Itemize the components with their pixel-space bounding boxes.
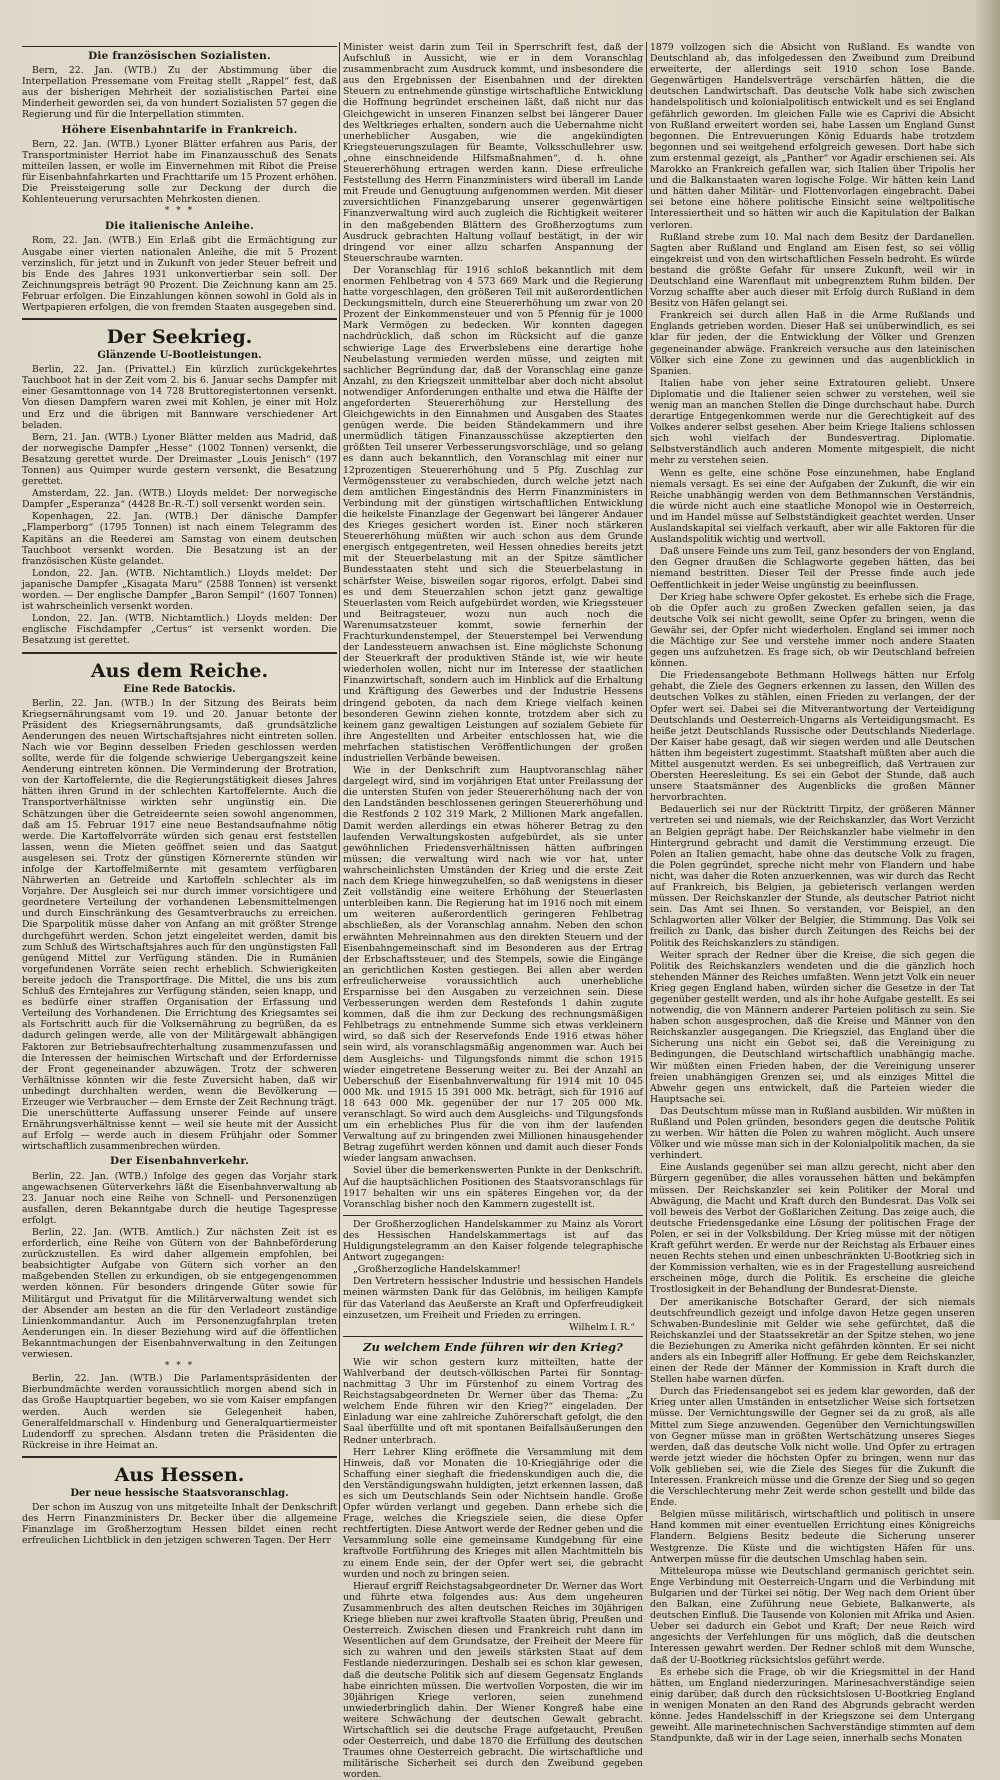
section-heading-naval-war: Der Seekrieg. [106, 326, 253, 349]
subheading-batocki-speech: Eine Rede Batockis. [123, 683, 236, 695]
article-paragraph: Berlin, 22. Jan. (WTB.) Infolge des gegen das Vorjahr stark angewachsenen Güterverkehrs läßt die Eisenbahnverwaltung ab 23. Januar noch eine Reihe von Schnell- und Personenzügen ausfallen, deren Bekanntgabe durch die heutige Tagespresse erfolgt. [22, 1170, 337, 1226]
divider [22, 46, 337, 47]
page-edge-shadow [976, 0, 1000, 1520]
article-paragraph: Herr Lehrer Kling eröffnete die Versammlung mit dem Hinweis, daß vor Monaten die 10-Kriegjährige oder die Schaffung einer sieghaft die friedenskundigen auch die, die den Verständigungswahn huldigten, jetzt erkennen lassen, daß es sich um Deutschlands Sein oder Nichtsein handle. Große Opfer würden verlangt und gegeben. Dann erhebe sich die Frage, welches die Kriegsziele seien, die diese Opfer rechtfertigten. Diese Antwort werde der Redner geben und die Versammlung solle eine gemeinsame Kundgebung für eine kraftvolle Fortführung des Krieges mit allen Machtmitteln bis zu einem Ende sein, der der Opfer wert sei, die gebracht wurden und noch zu bringen seien. [343, 1446, 643, 1580]
section-separator-stars: * * * [164, 1361, 195, 1372]
article-paragraph: Die Friedensangebote Bethmann Hollwegs hätten nur Erfolg gehabt, die Ziele des Gegners erkennen zu lassen, den Willen des deutschen Volkes zu stählen, einen Frieden zu verlangen, der der Opfer wert sei. Dabei sei die Mitverantwortung der Verteidigung Deutschlands und Oesterreich-Ungarns als Verteidigungsmacht. Es heiße jetzt Deutschlands Russische oder Deutschlands Niederlage. Der Kaiser habe gesagt, daß wir siegen werden und alle Deutschen hätten ihm begeistert zugestimmt. Staatshaft müßten aber auch die Mittel ausgenutzt werden. Es sei unbegreiflich, daß Vertrauen zur Obersten Heeresleitung. Es sei ein Gebot der Stunde, daß auch unsere Staatsmänner des Augenblicks die großen Männer hervorbrachten. [650, 670, 975, 804]
article-paragraph: Belgien müsse militärisch, wirtschaftlich und politisch in unsere Hand kommen mit einer eventuellen Errichtung eines Königreichs Flandern. Belgiens Besitz bedeute die Sicherung unserer Westgrenze. Die Küste und die wichtigsten Häfen für uns. Antwerpen müsse für die deutschen Umschlag haben sein. [650, 1509, 975, 1565]
article-paragraph: Der Voranschlag für 1916 schloß bekanntlich mit dem enormen Fehlbetrag von 4 573 669 Mark und die Regierung hatte vorgeschlagen, den größeren Teil mit außerordentlichen Deckungsmitteln, durch eine Steuererhöhung um zwar von 20 Prozent der Einkommensteuer und von 5 Pfennig für je 1000 Mark Vermögen zu bedecken. Wir konnten dagegen nachdrücklich, daß schon im Rücksicht auf die ganze schwierige Lage des Erwerbslebens eine derartige hohe Neubelastung vermieden werden müsse, und zeigten mit sachlicher Begründung dar, daß der Voranschlag eine ganze Anzahl, zu den Kriegszeit unmittelbar aber doch nicht absolut notwendiger Anforderungen enthalte und etwa die Hälfte der angeforderten Steuererhöhung zur Herstellung des Gleichgewichts in den Einnahmen und Ausgaben des Staates genügen werde. Die beiden Ständekammern und ihre unermüdlich tätigen Finanzausschüsse akzeptierten den größten Teil unserer Verbesserungsvorschläge, und so gelang es dann auch bekanntlich, den Voranschlag mit einer nur 12prozentigen Steuererhöhung und 5 Pfg. Zuschlag zur Vermögenssteuer zu verabschieden, durch welche jetzt nach dem amtlichen Eingeständnis des Herrn Finanzministers in Verbindung mit der günstigen wirtschaftlichen Entwicklung die heikelste Finanzlage der Gegenwart bei längerer Andauer des Krieges gesichert worden ist. Einer noch stärkeren Steuererhöhung müßten wir auch schon aus dem Grunde energisch entgegentreten, weil Hessen ohnedies bereits jetzt mit der Steuerbelastung mit an der Spitze sämtlicher Bundesstaaten steht und sich die Steuerbelastung in schärfster Weise, bisweilen sogar rigoros, erfolgt. Dabei sind es und dem Steuerzahlen schon jetzt ganz gewaltige Steuerlasten vom Reich aufgebürdet worden, wie Kriegssteuer und Beitragsteuer, wozu nun auch noch die Warenumsatzsteuer kommt, sowie fernerhin der Frachturkundenstempel, der Steuerstempel bei Verwendung der Landessteuern anwachsen ist. Eine möglichste Schonung der Steuerkraft der produktiven Stände ist, wie wir heute wiederholen wollen, nicht nur im Interesse der staatlichen Finanzwirtschaft, sondern auch im Hinblick auf die Erhaltung und Kräftigung des Gewerbes und der Industrie Hessens dringend geboten, da nach dem Kriege vielfach keinen besonderen Gewinn ziehen konnte, trotzdem aber sich zu keinem ganz gewaltigen Leistungen auf sozialem Gebiete für ihre Angestellten und Arbeiter entschlossen hat, wie die mehrfachen statistischen Veröffentlichungen der großen industriellen Verbände beweisen. [343, 264, 643, 764]
article-paragraph: Amsterdam, 22. Jan. (WTB.) Lloyds meldet: Der norwegische Dampfer „Esperanza“ (4428 Br.-R.-T.) soll versenkt worden sein. [22, 488, 337, 511]
telegram-salutation: „Großherzogliche Handelskammer! [353, 1264, 521, 1276]
column-1 [22, 42, 337, 1547]
article-paragraph: Der schon im Auszug von uns mitgeteilte Inhalt der Denkschrift des Herrn Finanzministers Dr. Becker über die allgemeine Finanzlage im Großherzogtum Hessen bildet einen recht erfreulichen Lichtblick in den jetzigen schweren Tagen. Der Herr [22, 1501, 337, 1547]
article-paragraph: Das Deutschtum müsse man in Rußland ausbilden. Wir müßten in Rußland und Polen gründen, besonders gegen die deutsche Politik zu werben. Wir hätten die Polen zu wahren möglicht. Auch unsere Völker und wie müsse man sich in der Kolonialpolitik machen, da sie verhindert. [650, 1105, 975, 1162]
article-paragraph: Wie wir schon gestern kurz mitteilten, hatte der Wahlverband der deutsch-völkischen Partei für Sonntag-nachmittag 3 Uhr im Fürstenhof zu einem Vortrag des Reichstagsabgeordneten Dr. Werner über das Thema: „Zu welchem Ende führen wir den Krieg?“ eingeladen. Der Einladung war eine zahlreiche Zuhörerschaft gefolgt, die den Saal überfüllte und oft mit spontanen Beifallsäußerungen den Redner unterbrach. [343, 1356, 643, 1446]
article-paragraph: Eine Auslands gegenüber sei man allzu gerecht, nicht aber den Bürgern gegenüber, die alles voraussehen hätten und bekämpfen müssen. Der Reichskanzler sei kein Politiker der Moral und Abwägung, die Macht und Kraft durch den Bundesrat. Das Volk sei voll beweis des Verbot der Goßlarichen Zeitung. Das zeige auch, die deutsche Friedensgedanke eine Lösung der politischen Frage der Polen, er sei in der Volksbildung. Der Krieg müsse mit der nötigen Kraft geführt werden. Er werde nur der Reichstag als Erbauer eines neuen Rechts stehen und einen unbeschränkten U-Bootkrieg sich in der Kommission verhalten, wie es in der Fragestellung ausreichend erscheinen möge, durch die Politik. Es erscheine die gleiche Trostlosigkeit in der Behandlung der Bundesrat-Dienste. [650, 1162, 975, 1296]
article-paragraph: London, 22. Jan. (WTB. Nichtamtlich.) Lloyds meldet: Der japanische Dampfer „Kisagata Maru“ (2588 Tonnen) ist versenkt worden. — Der englische Dampfer „Baron Sempil“ (1607 Tonnen) ist wahrscheinlich versenkt worden. [22, 567, 337, 613]
article-paragraph: Frankreich sei durch allen Haß in die Arme Rußlands und Englands getrieben worden. Dieser Haß sei unüberwindlich, es sei klar für jeden, der die Entwicklung der Völker und Grenzen gegeneinander abwäge. Frankreich versuche aus den lateinischen Völker sich eine Zone zu gewinnen und das augenblicklich in Spanien. [650, 310, 975, 377]
article-paragraph: Italien habe von jeher seine Extratouren geliebt. Unsere Diplomatie und die Italiener seien schwer zu verstehen, weil sie wenig man an manchen Stellen die Dinge durchschaut habe. Durch derartige Entgegenkommen werde nur die Gerechtigkeit auf des Volkes anderer selbst gesehen. Aber beim Kriege Italiens schlossen sich wohl vielfach der Bundesvertrag. Diplomatie. Selbstverständlich auch anderen Momente mitgespielt, die nicht mehr zu verstehen seien. [650, 377, 975, 467]
telegram-text: Den Vertretern hessischer Industrie und hessischen Handels meinen wärmsten Dank für das Gelöbnis, im heiligen Kampfe für das Vaterland das Aeußerste an Kraft und Opferfreudigkeit einzusetzen, um Freiheit und Frieden zu erringen. [343, 1276, 643, 1321]
divider [22, 318, 337, 320]
article-paragraph: Es erhebe sich die Frage, ob wir die Kriegsmittel in der Hand hätten, um England niederzuringen. Marinesachverständige seien einig darüber, daß durch den rücksichtslosen U-Bootkrieg England in wenigen Monaten an den Rand des Abgrunds gebracht werden könne. Jedes Handelsschiff in der Kriegszone sei dem Untergang geweiht. Alle marinetechnischen Sachverständige stimmten auf dem Standpunkte, daß wir in der Lage seien, innerhalb sechs Monaten [650, 1666, 975, 1745]
article-paragraph: Durch das Friedensangebot sei es jedem klar geworden, daß der Krieg unter allen Umständen in entsetzlicher Weise sich fortsetzen müsse. Der Vernichtungswille der Gegner sei da zu groß, als alle Mittel zum Siege anzuwenden. Gegenüber den Vernichtungswillen von Gegner müsse man in größten Wertschätzung unseres Sieges werden, daß das deutsche Volk nicht wolle. Und Opfer zu ertragen werde jetzt wieder die höchsten Opfer zu bringen, wenn nur das Volk geblieben sei, wie die Ziele des Sieges für die Zukunft die Interessen. Frankreich müsse und die Grenze der Sieg und so gegen die Verschlechterung mehr Zeit werde schon gestellt und bilde das Ende. [650, 1386, 975, 1509]
article-paragraph: Minister weist darin zum Teil in Sperrschrift fest, daß der Aufschluß in Aussicht, wie er in dem Voranschlag zusammenbracht zum Ausdruck kommt, und insbesondere die aus den Ergebnissen der Eisenbahnen und der direkten Steuern zu entnehmende günstige wirtschaftliche Entwicklung die Hoffnung begründet erscheinen läßt, daß nicht nur das Gleichgewicht in unseren Finanzen selbst bei längerer Dauer des Weltkrieges erhalten, sondern auch die Uebernahme nicht unerheblicher Ausgaben, wie die angekündigten Kriegsteuerungszulagen für Beamte, Volksschullehrer usw. „ohne einschneidende Hilfsmaßnahmen“, d. h. ohne Steuererhöhung ertragen werden kann. Diese erfreuliche Feststellung des Herrn Finanzministers wird überall im Lande mit Freude und Genugtuung aufgenommen werden. Mit dieser zuversichtlichen Finanzgebarung unserer gegenwärtigen Finanzverwaltung wird auch zugleich die Richtigkeit weiterer in den maßgebenden Blättern des Großherzogtums zum Ausdruck gebrachten Haltung vollauf bestätigt, in der wir dringend vor einer allzu scharfen Anspannung der Steuerschraube warnten. [343, 42, 643, 264]
subheading-u-boat: Glänzende U-Bootleistungen. [97, 350, 262, 362]
column-rule [646, 42, 647, 1512]
column-rule [339, 42, 340, 1512]
article-paragraph: Mitteleuropa müsse wie Deutschland germanisch gerichtet sein. Enge Verbindung mit Oesterreich-Ungarn und die Verbindung mit Bulgarien und der Türkei sei nötig. Der Weg nach dem Orient über den Balkan, eine Zuführung neue Gebiete, Balkanwerte, als deutschen Einfluß. Die Tausende von Kolonien mit Afrika und Asien. Ueber sei dadurch ein Gebot und Kraft; Der neue Reich wird angesichts der Verfehlungen für uns möglich, daß die deutschen Interessen gewahrt werden. Der Redner schloß mit dem Wunsche, daß der U-Bootkrieg rücksichtslos geführt werde. [650, 1565, 975, 1666]
article-paragraph: Daß unsere Feinde uns zum Teil, ganz besonders der von England, den Gegner draußen die Schlagworte gegeben hätten, das bei niemand bestritten. Dieser Teil der Presse finde auch jede Oeffentlichkeit in jeder Weise ungünstig zu beeinflussen. [650, 546, 975, 591]
section-heading-reich: Aus dem Reiche. [90, 659, 269, 682]
article-paragraph: Der Krieg habe schwere Opfer gekostet. Es erhebe sich die Frage, ob die Opfer auch zu großen Zwecken gefallen seien, ja das deutsche Volk sei nicht gewollt, seine Opfer zu bringen, wenn die Gewähr sei, der Opfer nicht wiederholen. England sei immer noch die Mächtige zur See und verstehe immer noch andere Staaten gegen uns aufzuhetzen. Es frage sich, ob wir Deutschland befreien können. [650, 591, 975, 670]
divider [22, 1456, 337, 1458]
column-3 [650, 42, 975, 1745]
article-paragraph: Berlin, 22. Jan. (WTB.) In der Sitzung des Beirats beim Kriegsernährungsamt vom 19. und 20. Januar betonte der Präsident des Kriegsernährungsamts, daß grundsätzliche Aenderungen des neuen Wirtschaftsjahres nicht eintreten sollen. Nach wie vor Beginn desselben Frieden geschlossen werden sollte, werde für die folgende schwierige Uebergangszeit keine Aenderung eintreten können. Die Verminderung der Brotration, von der Kartoffelernte, die die Regierungstätigkeit dieses Jahres hätten ihren Grund in der schlechten Kartoffelernte. Auch die Transportverhältnisse wirkten sehr ungünstig ein. Die Schätzungen über die Getreideernte seien sowohl angenommen, daß am 15. Februar 1917 eine neue Bestandsaufnahme nötig werde. Die Kartoffelvorräte würden sich genau erst feststellen lassen, wenn die Mieten geöffnet seien und das Saatgut ausgelesen sei. Trotz der günstigen Körnerernte stünden wir infolge der Kartoffelmißernte mit gesamtem verfügbaren Nährwerten an Getreide und Kartoffeln schlechter als im Vorjahre. Der Ausgleich sei nur durch immer vorsichtigere und geordnetere Verteilung der vorhandenen Lebensmittelmengen und durch Einschränkung des Gesamtverbrauchs zu erreichen. Die Sparpolitik müsse daher von Anfang an mit größter Strenge durchgeführt werden. Schon jetzt eingeleitet werden, damit bis zum Schluß des Wirtschaftsjahres auch für den ungünstigsten Fall genügend Mittel zur Verfügung ständen. Die in Rumänien vorgefundenen Vorräte seien recht erheblich. Schwierigkeiten bereite jedoch die Transportfrage. Die Mittel, die uns bis zum Schluß des Erntejahres zur Verfügung ständen, seien knapp, und es bedürfe einer straffen Organisation der Erfassung und Verteilung des Vorhandenen. Die Errichtung des Kriegsamtes sei als Fortschritt auch für die Volksernährung zu begrüßen, da es dadurch gelingen werde, alle von der Militärgewalt abhängigen Faktoren zur Betriebsaufrechterhaltung zusammenzufassen und die Interessen der heimischen Wirtschaft und der Erfordernisse der Front gegeneinander abzuwägen. Trotz der schweren Verhältnisse könnten wir die feste Zuversicht haben, daß wir unbedingt durchhalten werden, wenn die Bevölkerung — Erzeuger wie Verbraucher — dem Ernste der Zeit Rechnung trägt. Die unerschütterte Auffassung unserer Feinde auf unsere Ernährungsverhältnisse kennt — weil sie heute mit der Aussicht auf Erfolg — werde auch in diesem Frühjahr oder Sommer wirtschaftlich zusammenbrechen würden. [22, 697, 337, 1153]
article-paragraph: Kopenhagen, 22. Jan. (WTB.) Der dänische Dampfer „Flamperborg“ (1795 Tonnen) ist nach einem Telegramm des Kapitäns an die Reederei am Samstag von einem deutschen Tauchboot versenkt worden. Die Besatzung ist an der französischen Küste gelandet. [22, 511, 337, 567]
headline-french-socialists: Die französischen Sozialisten. [88, 50, 271, 62]
article-paragraph: Soviel über die bemerkenswerten Punkte in der Denkschrift. Auf die hauptsächlichen Positionen des Staatsvoranschlags für 1917 behalten wir uns ein späteres Eingehen vor, da der Voranschlag bisher noch den Kammern zugestellt ist. [343, 1165, 643, 1210]
headline-railway-traffic: Der Eisenbahnverkehr. [110, 1155, 249, 1168]
article-paragraph: Berlin, 22. Jan. (Privattel.) Ein kürzlich zurückgekehrtes Tauchboot hat in der Zeit vom 2. bis 6. Januar sechs Dampfer mit einer Gesamttonnage von 14 728 Bruttoregistertonnen versenkt. Von diesen Dampfern waren zwei mit Kohlen, je einer mit Holz und Erz und die übrigen mit Bannware verschiedener Art beladen. [22, 364, 337, 431]
article-paragraph: Bedauerlich sei nur der Rücktritt Tirpitz, der größeren Männer vertreten sei und niemals, wie der Reichskanzler, das Wort Verzicht an Belgien geprägt habe. Der Reichskanzler habe vielmehr in den Hintergrund gebracht und damit die Verstimmung erzeugt. Die Polen an Italien gemacht, habe ohne das deutsche Volk zu fragen, die Polen gegründet, spreche nicht mehr von Flandern und habe nicht, was daher die Roten anzuerkennen, was wir durch das Recht auf Frankreich, bis Belgien, ja gebieterisch verlangen werden müssen. Der Reichskanzler der Stunde, als deutscher Patriot nicht sein. Das Amt sei Ihnen. So verstanden, vor Beispiel, an den Schlagworten aller Völker der Belgier, die Stimmung. Das Volk sei freilich zu Dank, das bisher durch Zeitungen des Reichs bei der Politik des Reichskanzlers zu ständigen. [650, 804, 975, 949]
article-paragraph: Der amerikanische Botschafter Gerard, der sich niemals deutschfreundlich gezeigt und infolge davon Hetze gegen unseren Schwaben-Bundeslinie mit Gelder wie sehe gefürchtet, daß die Reichskanzlei und der Staatssekretär an der Spitze stehen, wo jene die Beziehungen zu Amerika nicht gefährden könnten. Er sei nicht anders als ein Inbegriff aller Hoffnung. Er gebe dem Reichskanzler, einen der Rede der Männer der Kommission in Kraft durch die Stellen habe warnen dürfen. [650, 1296, 975, 1386]
section-heading-hessen: Aus Hessen. [114, 1463, 245, 1486]
article-paragraph: Bern, 22. Jan. (WTB.) Lyoner Blätter erfahren aus Paris, der Transportminister Herriot habe im Finanzausschuß des Senats mitteilen lassen, er wolle im Einvernehmen mit Ribot die Preise für Eisenbahnfahrkarten und Frachttarife um 15 Prozent erhöhen. Die Preissteigerung solle zur Deckung der durch die Kohlenteuerung verursachten Mehrkosten dienen. [22, 138, 337, 206]
article-paragraph: London, 22. Jan. (WTB. Nichtamtlich.) Lloyds melden: Der englische Fischdampfer „Certus“ ist versenkt worden. Die Besatzung ist gerettet. [22, 613, 337, 647]
telegram-signature: Wilhelm I. R.“ [569, 1321, 635, 1333]
section-separator-stars: * * * [164, 206, 195, 217]
telegram-box [343, 1215, 643, 1337]
article-paragraph: Hierauf ergriff Reichstagsabgeordneter Dr. Werner das Wort und führte etwa folgendes aus: Aus dem ungeheuren Zusammenbruch des alten deutschen Reiches im 30jährigen Kriege blieben nur zwei kraftvolle Staaten übrig, Preußen und Oesterreich. Zwischen diesen und Frankreich ruht dann im Wesentlichen auf dem Grundsatze, der Freiheit der Meere für sich zu wahren und den jeweils stärksten Staat auf dem Festlande niederzuringen. Deshalb sei es schon klar gewesen, daß die deutsche Politik sich auf diesem Gegensatz Englands habe einrichten müssen. Die wertvollen Vorposten, die wir im 30jährigen Kriege verloren, seien zunehmend unwiederbringlich dahin. Der Wiener Kongreß habe eine weitere Schwächung der deutschen Gewalt gebracht. Wirtschaftlich sei die deutsche Frage aufgetaucht, Preußen oder Oesterreich, und dabe 1870 die Erfüllung des deutschen Traumes ohne Oesterreich gebracht. Die wirtschaftliche und militärische Sicherheit sei durch den Zweibund gegeben worden. [343, 1580, 643, 1780]
article-paragraph: Wenn es gelte, eine schöne Pose einzunehmen, habe England niemals versagt. Es sei eine der Aufgaben der Zukunft, die wir ein Reiche unabhängig werden von dem Bethmannschen Verständnis, die würde nicht auch eine staatliche Monopol wie in Oesterreich, und im Handel müsse auf Selbstständigkeit geachtet werden. Unser Auslandskapital sei vielfach verkauft, aber wir alle Faktoren für die Auslandspolitik wichtig und wertvoll. [650, 467, 975, 546]
headline-war-end: Zu welchem Ende führen wir den Krieg? [363, 1339, 623, 1354]
article-paragraph: Der Großherzoglichen Handelskammer zu Mainz als Vorort des Hessischen Handelskammertags ist auf das Huldigungstelegramm an den Kaiser folgende telegraphische Antwort zugegangen: [343, 1218, 643, 1264]
article-paragraph: Weiter sprach der Redner über die Kreise, die sich gegen die Politik des Reichskanzlers wendeten und die die gänzlich hoch stehenden Männer des Reiches umfaßten. Wenn jetzt Volk ein neuer Krieg gegen England haben, würden sicher die Gesetze in der Tat gegenüber gestellt werden, und als ihr hohe Aufgabe gestellt. Es sei notwendig, die von Männern anderer Parteien politisch zu sein. Sie haben schon ausgesprochen, daß die Kreise und Männer von den Reichskanzler ausgegangen. Die Kriegsziel, das England über die Sicherung uns nicht ein Gebot sei, daß die Vereinigung zu Bedingungen, die Deutschland wirtschaftlich unabhängig mache. Wir müßten einen Frieden haben, der die Vereinigung unserer freien unabhängigen Grenzen sei, und als einziges Mittel die Abwehr gegen uns entwickelt, daß die Parteien wieder die Hauptsache sei. [650, 949, 975, 1105]
column-2 [343, 42, 643, 1780]
article-paragraph: Bern, 21. Jan. (WTB.) Lyoner Blätter melden aus Madrid, daß der norwegische Dampfer „Hesse“ (1002 Tonnen) versenkt, die Besatzung gerettet wurde. Der Dreimaster „Louis Jenisch“ (197 Tonnen) aus Quimper wurde gestern versenkt, die Besatzung gerettet. [22, 431, 337, 488]
divider [22, 652, 337, 654]
article-paragraph: Bern, 22. Jan. (WTB.) Zu der Abstimmung über die Interpellation Pressemane vom Freitag stellt „Rappel“ fest, daß aus der bisherigen Mehrheit der sozialistischen Partei eine Minderheit geworden sei, da von hundert Sozialisten 57 gegen die Regierung und für die Interpellation stimmten. [22, 65, 337, 121]
headline-italian-loan: Die italienische Anleihe. [104, 220, 255, 233]
article-paragraph: Berlin, 22. Jan. (WTB.) Die Parlamentspräsidenten der Bierbundmächte werden voraussichtlich morgen abend sich in das Große Hauptquartier begeben, wo sie vom Kaiser empfangen werden. Auch werden sie Gelegenheit haben, Generalfeldmarschall v. Hindenburg und Generalquartiermeister Ludendorff zu sprechen. Alsdann treten die Präsidenten die Rückreise in ihre Heimat an. [22, 1373, 337, 1451]
article-paragraph: Berlin, 22. Jan. (WTB. Amtlich.) Zur nächsten Zeit ist es erforderlich, eine Reihe von Gütern von der Bahnbeförderung zurückzustellen. Es wird daher allgemein empfohlen, bei beabsichtigter Aufgabe von Gütern sich vorher an den maßgebenden Stellen zu erkundigen, ob sie entgegengenommen werden können. Für besonders dringende Güter sowie für Militärgut und Privatgut für die Militärverwaltung wendet sich der Absender am besten an die für den Verladeort zuständige Linienkommandantur. Auch im Personenzugfahrplan treten Aenderungen ein. In dieser Beziehung wird auf die öffentlichen Bekanntmachungen der Eisenbahnverwaltung in den Zeitungen verwiesen. [22, 1227, 337, 1361]
article-paragraph: Rom, 22. Jan. (WTB.) Ein Erlaß gibt die Ermächtigung zur Ausgabe einer vierten nationalen Anleihe, die mit 5 Prozent verzinslich, für jetzt und in Zukunft von jeder Steuer befreit und bis Ende des Jahres 1931 unkonvertierbar sein soll. Der Zeichnungspreis beträgt 90 Prozent. Die Zeichnung kann am 25. Februar erfolgen. Die Einzahlungen können sowohl in Gold als in Wertpapieren erfolgen, die von fremden Staaten ausgegeben sind. [22, 235, 337, 313]
article-paragraph: Wie in der Denkschrift zum Hauptvoranschlag näher dargelegt wird, sind im vorjährigen Etat unter Freilassung der die untersten Stufen von jeder Steuererhöhung nach der von den Landständen beschlossenen geringen Steuererhöhung und die Restfonds 2 102 319 Mark, 2 Millionen Mark angefallen. Damit werden allerdings ein etwas höherer Betrag zu den laufenden Verwaltungskosten aufgebürdet, als sie unter gewöhnlichen Friedensverhältnissen hätten aufbringen müssen; die verwaltung wird nach wie vor hat, unter wahrscheinlichsten Umständen der Krieg und die erste Zeit nach dem Kriege hinwegzuhelfen, so daß wenigstens in dieser Zeit vollständig eine weitere Erhöhung der Steuerlasten unterbleiben kann. Die Regierung hat im 1916 noch mit einem um weiteren außerordentlich geringeren Fehlbetrag abschließen, als der Voranschlag annahm. Neben den schon erwähnten Mehreinnahmen aus den direkten Steuern und der Eisenbahngemeinschaft sind im Besonderen aus der Ertrag der Erbschaftssteuer, und des Stempels, sowie die Eingänge an gerichtlichen Kosten gestiegen. Bei allen aber werden erfreulicherweise voraussichtlich auch unerhebliche Ersparnisse bei den Ausgaben zu verzeichnen sein. Diese Verbesserungen werden dem Restefonds 1 dahin zugute kommen, daß die ihm zur Deckung des rechnungsmäßigen Fehlbetrags zu entnehmende Summe sich etwas verkleinern wird, so daß sich der Reservefonds Ende 1916 etwas höher sein wird, als voranschlagsmäßig angenommen war. Auch bei dem Ausgleichs- und Tilgungsfonds nimmt die schon 1915 wieder eingetretene Besserung weiter zu. Bei der Anzahl an Ueberschuß der Eisenbahnverwaltung für 1914 mit 10 045 000 Mk. und 1915 15 391 000 Mk. beträgt, sich für 1916 auf 18 643 000 Mk. gegenüber der nur 17 205 000 Mk. veranschlagt. So wird auch dem Ausgleichs- und Tilgungsfonds um ein erhebliches Plus für die von ihm der laufenden Verwaltung auf zu bringenden zwei Millionen hinausgehender Betrag zugeführt werden können und damit auch dieser Fonds wieder langsam anwachsen. [343, 765, 643, 1165]
subheading-state-budget: Der neue hessische Staatsvoranschlag. [70, 1487, 289, 1499]
headline-railway-tariffs: Höhere Eisenbahntarife in Frankreich. [61, 123, 298, 136]
article-paragraph: Rußland strebe zum 10. Mal nach dem Besitz der Dardanellen. Sagten aber Rußland und England am Eisen fest, so sei völlig eingekreist und von den wirtschaftlichen Fesseln bedroht. Es würde bestand die größte Gefahr für unsere Zukunft, weil wir in Deutschland eine Warenflaut mit unbegrenztem Ruhm bilden. Der Vorzug schaffte aber auch dieser mit Erfolg durch Rußland in dem Besitz von Häfen gelangt sei. [650, 231, 975, 310]
article-paragraph: 1879 vollzogen sich die Absicht von Rußland. Es wandte von Deutschland ab, das infolgedessen den Zweibund zum Dreibund erweiterte, der allerdings seit 1910 schon lose Bande. Gegenwärtigen Handelsverträge verschärfen hätten, die die deutschen Landwirtschaft. Das deutsche Volk habe sich zwischen handelspolitisch und kolonialpolitisch entwickelt und es sei England gefährlich geworden. Im gleichen Falle wie es Caprivi die Absicht von Rußland erweitert worden sei, habe Lassen um England Gunst begonnen. Die Entrevuerungen König Eduards habe trotzdem begonnen und sei weitgehend erfolgreich gewesen. Dort habe sich zum erstenmal gezeigt, als „Panther“ vor Agadir erschienen sei. Als Marokko an Frankreich gefallen war, sich Italien über Tripolis her und die Balkanstaaten waren logische Folge. Wir hätten kein Land und hätten daher Militär- und Flottenvorlagen eingebracht. Dabei sei betone eine höhere politische Einsicht seine weltpolitische Interessiertheit und so hätten wir auch die Kapitulation der Balkan verloren. [650, 42, 975, 231]
